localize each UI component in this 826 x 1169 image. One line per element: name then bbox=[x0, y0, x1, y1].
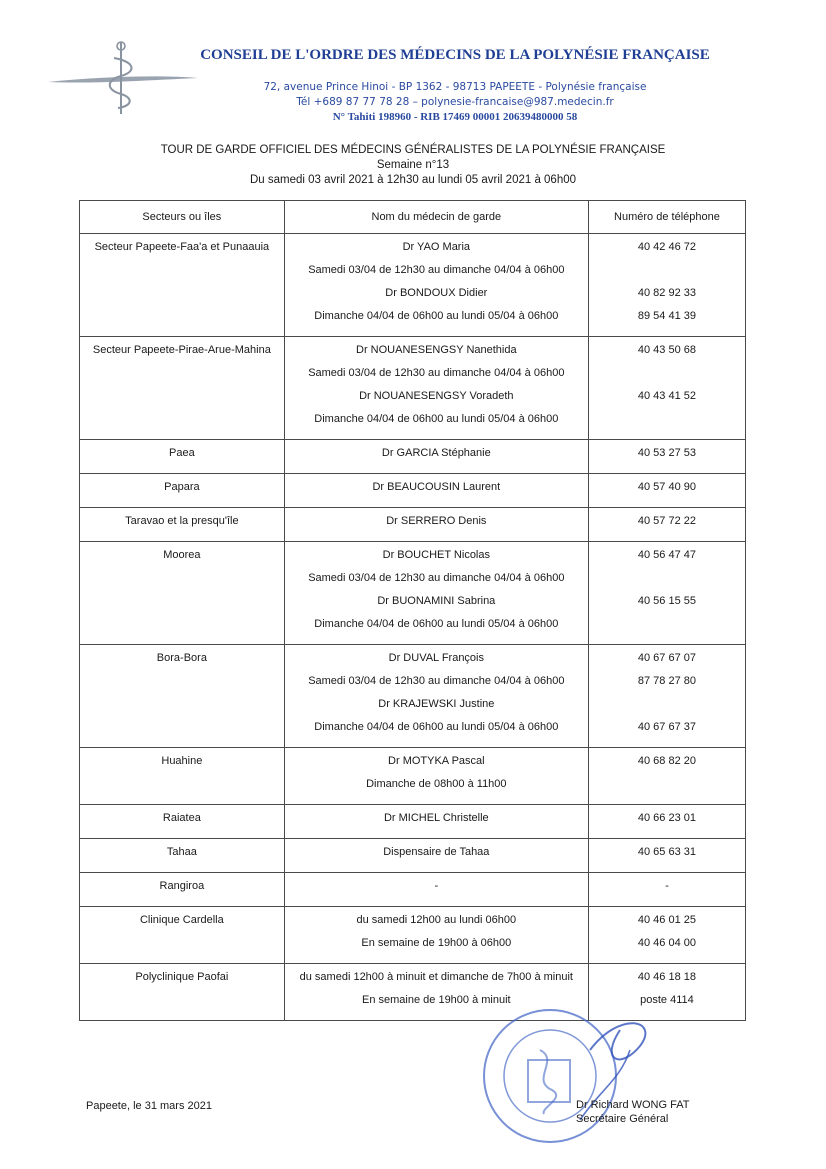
doctor-line: du samedi 12h00 au lundi 06h00 bbox=[356, 914, 517, 926]
sector-cell bbox=[80, 748, 285, 805]
phone-cell bbox=[588, 234, 745, 337]
phone-number bbox=[589, 412, 745, 435]
doctor-line: Dr BUONAMINI Sabrina bbox=[377, 595, 496, 607]
table-row bbox=[80, 873, 746, 907]
table-row bbox=[80, 337, 746, 440]
sector-cell bbox=[80, 645, 285, 748]
table-row bbox=[80, 440, 746, 474]
doctor-line: Dimanche 04/04 de 06h00 au lundi 05/04 à 06h00 bbox=[314, 310, 559, 322]
sector-cell bbox=[80, 508, 285, 542]
phone-number: 40 57 40 90 bbox=[637, 481, 697, 493]
doctor-line: Dr BONDOUX Didier bbox=[385, 287, 488, 299]
phone-number: 40 43 50 68 bbox=[637, 344, 697, 356]
phone-cell bbox=[588, 508, 745, 542]
doctor-line: Dr BEAUCOUSIN Laurent bbox=[372, 481, 501, 493]
phone-cell bbox=[588, 748, 745, 805]
doctor-line: En semaine de 19h00 à minuit bbox=[362, 994, 511, 1006]
official-seal-icon bbox=[470, 990, 670, 1150]
doctor-line: En semaine de 19h00 à 06h00 bbox=[361, 937, 512, 949]
table-body bbox=[80, 234, 746, 1021]
doctor-line: Dr MICHEL Christelle bbox=[383, 812, 489, 824]
sector-cell bbox=[80, 839, 285, 873]
sector-name: Taravao et la presqu'île bbox=[125, 515, 239, 527]
sector-name: Huahine bbox=[161, 755, 203, 767]
doctor-cell bbox=[284, 234, 588, 337]
organization-name: CONSEIL DE L'ORDRE DES MÉDECINS DE LA POLYNÉSIE FRANÇAISE bbox=[200, 47, 710, 63]
sector-cell bbox=[80, 440, 285, 474]
doctor-line: Dimanche 04/04 de 06h00 au lundi 05/04 à 06h00 bbox=[314, 618, 559, 630]
phone-number: 87 78 27 80 bbox=[637, 675, 697, 687]
table-row bbox=[80, 508, 746, 542]
sector-name: Tahaa bbox=[166, 846, 197, 858]
phone-number bbox=[589, 697, 745, 720]
doctor-cell bbox=[284, 508, 588, 542]
sector-cell bbox=[80, 337, 285, 440]
phone-number: 40 68 82 20 bbox=[637, 755, 697, 767]
sector-name: Bora-Bora bbox=[156, 652, 207, 664]
table-row bbox=[80, 474, 746, 508]
doctor-cell bbox=[284, 474, 588, 508]
phone-number bbox=[589, 571, 745, 594]
doctor-line: Samedi 03/04 de 12h30 au dimanche 04/04 à 06h00 bbox=[308, 264, 565, 276]
doctor-line: Dimanche 04/04 de 06h00 au lundi 05/04 à 06h00 bbox=[314, 721, 559, 733]
place-and-date: Papeete, le 31 mars 2021 bbox=[86, 1100, 212, 1112]
doctor-cell bbox=[284, 748, 588, 805]
sector-name: Clinique Cardella bbox=[139, 914, 224, 926]
sector-cell bbox=[80, 474, 285, 508]
sector-name: Paea bbox=[169, 447, 195, 459]
signatory-title: Secrétaire Général bbox=[576, 1113, 669, 1125]
phone-number: 40 67 67 07 bbox=[637, 652, 697, 664]
phone-cell bbox=[588, 839, 745, 873]
phone-number: 89 54 41 39 bbox=[637, 310, 697, 322]
header-doctor: Nom du médecin de garde bbox=[284, 201, 588, 234]
phone-cell bbox=[588, 907, 745, 964]
signature-block bbox=[576, 1098, 689, 1126]
doctor-line: Dr GARCIA Stéphanie bbox=[381, 447, 491, 459]
doctor-line: Dr MOTYKA Pascal bbox=[388, 755, 485, 767]
phone-number: - bbox=[665, 880, 669, 892]
table-row bbox=[80, 907, 746, 964]
doctor-line: Dr YAO Maria bbox=[402, 241, 471, 253]
phone-number: 40 82 92 33 bbox=[637, 287, 697, 299]
document-title bbox=[80, 143, 746, 188]
organization-address-block bbox=[180, 80, 730, 125]
sector-cell bbox=[80, 907, 285, 964]
doctor-line: Dimanche de 08h00 à 11h00 bbox=[366, 778, 507, 790]
phone-number: 40 43 41 52 bbox=[637, 390, 697, 402]
header-phone: Numéro de téléphone bbox=[588, 201, 745, 234]
phone-number: 40 65 63 31 bbox=[637, 846, 697, 858]
table-row bbox=[80, 234, 746, 337]
phone-number: 40 67 67 37 bbox=[637, 721, 697, 733]
doctor-line: Dr NOUANESENGSY Voradeth bbox=[359, 390, 514, 402]
doctor-cell bbox=[284, 645, 588, 748]
phone-number bbox=[589, 366, 745, 389]
doctor-line: Samedi 03/04 de 12h30 au dimanche 04/04 à 06h00 bbox=[308, 572, 565, 584]
phone-cell bbox=[588, 873, 745, 907]
phone-cell bbox=[588, 474, 745, 508]
doctor-cell bbox=[284, 839, 588, 873]
sector-name: Raiatea bbox=[162, 812, 201, 824]
table-row bbox=[80, 542, 746, 645]
doctor-cell bbox=[284, 542, 588, 645]
doctor-cell bbox=[284, 805, 588, 839]
phone-number: 40 46 18 18 bbox=[637, 971, 697, 983]
sector-cell bbox=[80, 542, 285, 645]
title-line-1: TOUR DE GARDE OFFICIEL DES MÉDECINS GÉNÉRALISTES DE LA POLYNÉSIE FRANÇAISE bbox=[160, 144, 666, 156]
phone-number: 40 46 01 25 bbox=[637, 914, 697, 926]
doctor-line: Dr BOUCHET Nicolas bbox=[382, 549, 490, 561]
doctor-line: - bbox=[434, 880, 439, 892]
table-row bbox=[80, 645, 746, 748]
doctor-line: Dispensaire de Tahaa bbox=[383, 846, 490, 858]
phone-number: 40 46 04 00 bbox=[637, 937, 697, 949]
organization-contact: Tél +689 87 77 78 28 – polynesie-francaise@987.medecin.fr bbox=[296, 96, 614, 108]
table-row bbox=[80, 805, 746, 839]
phone-number bbox=[589, 263, 745, 286]
phone-number: 40 42 46 72 bbox=[637, 241, 697, 253]
phone-cell bbox=[588, 440, 745, 474]
sector-cell bbox=[80, 805, 285, 839]
phone-number: 40 53 27 53 bbox=[637, 447, 697, 459]
sector-cell bbox=[80, 964, 285, 1021]
doctor-cell bbox=[284, 337, 588, 440]
phone-number: 40 66 23 01 bbox=[637, 812, 697, 824]
doctor-cell bbox=[284, 873, 588, 907]
sector-name: Secteur Papeete-Pirae-Arue-Mahina bbox=[92, 344, 271, 356]
sector-name: Secteur Papeete-Faa'a et Punaauia bbox=[94, 241, 270, 253]
sector-cell bbox=[80, 873, 285, 907]
table-row bbox=[80, 748, 746, 805]
signatory-name: Dr Richard WONG FAT bbox=[576, 1099, 690, 1111]
on-call-table bbox=[79, 200, 746, 1021]
table-header-row bbox=[80, 201, 746, 234]
organization-bank: N° Tahiti 198960 - RIB 17469 00001 20639480000 58 bbox=[332, 111, 578, 123]
doctor-line: Dimanche 04/04 de 06h00 au lundi 05/04 à 06h00 bbox=[314, 413, 559, 425]
phone-cell bbox=[588, 645, 745, 748]
sector-name: Polyclinique Paofai bbox=[135, 971, 229, 983]
sector-name: Papara bbox=[164, 481, 200, 493]
phone-number: poste 4114 bbox=[640, 994, 694, 1006]
phone-number bbox=[589, 777, 745, 800]
doctor-cell bbox=[284, 907, 588, 964]
doctor-line: du samedi 12h00 à minuit et dimanche de 7h00 à minuit bbox=[299, 971, 573, 983]
phone-number bbox=[589, 617, 745, 640]
header-sector: Secteurs ou îles bbox=[80, 201, 285, 234]
phone-cell bbox=[588, 805, 745, 839]
phone-cell bbox=[588, 542, 745, 645]
organization-address: 72, avenue Prince Hinoi - BP 1362 - 98713 PAPEETE - Polynésie française bbox=[263, 81, 647, 93]
caduceus-icon bbox=[44, 38, 200, 118]
doctor-line: Samedi 03/04 de 12h30 au dimanche 04/04 à 06h00 bbox=[308, 367, 565, 379]
phone-number: 40 56 47 47 bbox=[637, 549, 697, 561]
title-period: Du samedi 03 avril 2021 à 12h30 au lundi 05 avril 2021 à 06h00 bbox=[249, 174, 577, 186]
sector-cell bbox=[80, 234, 285, 337]
sector-name: Rangiroa bbox=[159, 880, 205, 892]
title-week: Semaine n°13 bbox=[376, 159, 450, 171]
phone-number: 40 57 72 22 bbox=[637, 515, 697, 527]
table-row bbox=[80, 839, 746, 873]
doctor-line: Dr SERRERO Denis bbox=[386, 515, 487, 527]
doctor-line: Dr DUVAL François bbox=[388, 652, 484, 664]
phone-number: 40 56 15 55 bbox=[637, 595, 697, 607]
doctor-line: Dr NOUANESENGSY Nanethida bbox=[356, 344, 517, 356]
doctor-line: Dr KRAJEWSKI Justine bbox=[378, 698, 495, 710]
sector-name: Moorea bbox=[163, 549, 201, 561]
phone-cell bbox=[588, 337, 745, 440]
doctor-cell bbox=[284, 440, 588, 474]
doctor-line: Samedi 03/04 de 12h30 au dimanche 04/04 à 06h00 bbox=[308, 675, 565, 687]
